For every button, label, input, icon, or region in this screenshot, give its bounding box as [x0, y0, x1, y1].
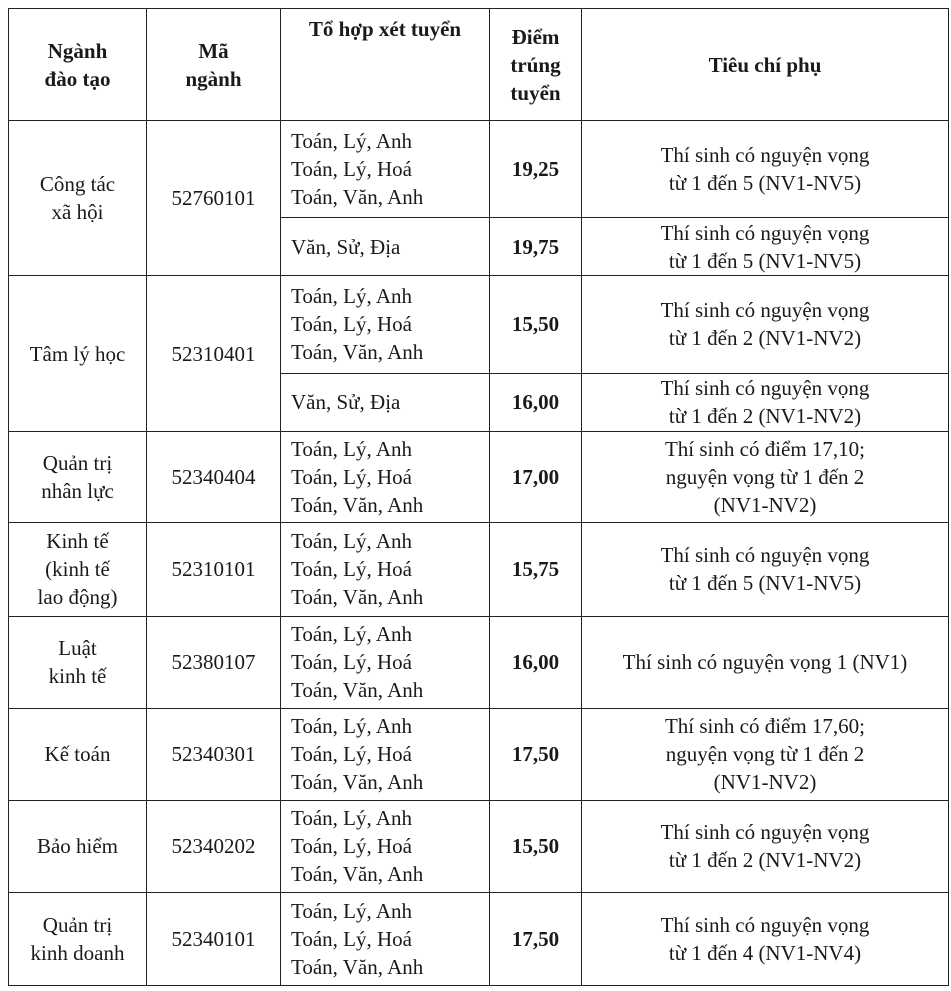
table-row [9, 276, 949, 373]
cell-diem: 16,00 [490, 373, 582, 431]
header-diem [490, 9, 582, 121]
tieuchi-line: Thí sinh có nguyện vọng [660, 912, 870, 937]
tieuchi-line: từ 1 đến 5 (NV1-NV5) [668, 171, 862, 196]
header-diem-line: Điểm [511, 24, 560, 49]
tohop-line: Toán, Văn, Anh [291, 954, 424, 979]
cell-diem: 17,50 [490, 892, 582, 985]
cell-ma-nganh: 52340101 [147, 892, 281, 985]
tieuchi-line: Thí sinh có nguyện vọng 1 (NV1) [622, 650, 908, 675]
tohop-line: Toán, Văn, Anh [291, 492, 424, 517]
tieuchi-line: (NV1-NV2) [713, 492, 817, 517]
tohop-line: Toán, Lý, Anh [291, 806, 413, 831]
cell-diem: 19,25 [490, 121, 582, 218]
cell-tieuchi [582, 121, 949, 218]
nganh-line: Luật [58, 636, 97, 661]
cell-nganh [9, 708, 147, 800]
tieuchi-line: Thí sinh có nguyện vọng [660, 543, 870, 568]
cell-ma-nganh: 52310401 [147, 276, 281, 431]
tieuchi-line: từ 1 đến 2 (NV1-NV2) [668, 404, 862, 429]
tohop-line: Toán, Lý, Anh [291, 284, 413, 309]
tohop-line: Toán, Lý, Anh [291, 622, 413, 647]
tieuchi-line: Thí sinh có nguyện vọng [660, 143, 870, 168]
cell-ma-nganh: 52340202 [147, 800, 281, 892]
tieuchi-line: từ 1 đến 4 (NV1-NV4) [668, 940, 862, 965]
nganh-line: xã hội [51, 200, 104, 225]
cell-diem: 16,00 [490, 616, 582, 708]
tieuchi-line: nguyện vọng từ 1 đến 2 [665, 742, 865, 767]
tohop-line: Toán, Lý, Anh [291, 714, 413, 739]
tieuchi-line: từ 1 đến 5 (NV1-NV5) [668, 248, 862, 273]
tohop-line: Toán, Văn, Anh [291, 678, 424, 703]
cell-tohop [281, 616, 490, 708]
nganh-line: lao động) [37, 585, 118, 610]
tohop-line: Toán, Văn, Anh [291, 862, 424, 887]
tieuchi-line: từ 1 đến 5 (NV1-NV5) [668, 571, 862, 596]
tohop-line: Toán, Lý, Hoá [291, 557, 412, 582]
nganh-line: nhân lực [41, 478, 114, 503]
cell-tieuchi [582, 892, 949, 985]
table-row [9, 616, 949, 708]
admission-score-table [8, 8, 949, 986]
table-row [9, 431, 949, 522]
cell-ma-nganh: 52340301 [147, 708, 281, 800]
table-row [9, 708, 949, 800]
cell-diem: 15,75 [490, 522, 582, 616]
tohop-line: Toán, Lý, Anh [291, 129, 413, 154]
tohop-line: Toán, Văn, Anh [291, 340, 424, 365]
nganh-line: Quản trị [42, 912, 113, 937]
nganh-line: Kinh tế [46, 529, 109, 554]
cell-nganh [9, 522, 147, 616]
cell-ma-nganh: 52310101 [147, 522, 281, 616]
header-nganh [9, 9, 147, 121]
tohop-line: Toán, Văn, Anh [291, 585, 424, 610]
tohop-line: Toán, Lý, Hoá [291, 742, 412, 767]
cell-diem: 17,50 [490, 708, 582, 800]
tieuchi-line: Thí sinh có điểm 17,60; [664, 714, 866, 739]
cell-tieuchi [582, 800, 949, 892]
cell-nganh [9, 616, 147, 708]
nganh-line: Quản trị [42, 450, 113, 475]
cell-tieuchi [582, 218, 949, 276]
header-diem-line: tuyển [510, 80, 561, 105]
nganh-line: Kế toán [44, 742, 111, 767]
header-row [9, 9, 949, 121]
cell-nganh [9, 276, 147, 431]
tohop-line: Văn, Sử, Địa [291, 390, 401, 415]
header-ma-line: Mã [198, 38, 229, 63]
cell-tohop [281, 522, 490, 616]
cell-tohop [281, 121, 490, 218]
tohop-line: Toán, Lý, Hoá [291, 650, 412, 675]
cell-tohop [281, 373, 490, 431]
tieuchi-line: từ 1 đến 2 (NV1-NV2) [668, 326, 862, 351]
header-ma-line: ngành [185, 66, 242, 91]
table-body [9, 121, 949, 986]
table-row [9, 892, 949, 985]
cell-ma-nganh: 52340404 [147, 431, 281, 522]
tieuchi-line: từ 1 đến 2 (NV1-NV2) [668, 848, 862, 873]
header-ma [147, 9, 281, 121]
tieuchi-line: Thí sinh có nguyện vọng [660, 820, 870, 845]
header-tohop [281, 9, 490, 121]
table-row [9, 121, 949, 218]
header-nganh-line: đào tạo [44, 66, 111, 91]
header-tieuchi [582, 9, 949, 121]
table-row [9, 800, 949, 892]
cell-tieuchi [582, 276, 949, 373]
tohop-line: Toán, Lý, Hoá [291, 157, 412, 182]
tohop-line: Toán, Lý, Anh [291, 898, 413, 923]
cell-nganh [9, 431, 147, 522]
tieuchi-line: (NV1-NV2) [713, 770, 817, 795]
tohop-line: Toán, Lý, Hoá [291, 464, 412, 489]
header-tohop-text: Tổ hợp xét tuyển [308, 17, 462, 41]
nganh-line: Bảo hiểm [36, 834, 119, 859]
nganh-line: (kinh tế [45, 557, 110, 582]
tohop-line: Toán, Lý, Hoá [291, 926, 412, 951]
cell-ma-nganh: 52380107 [147, 616, 281, 708]
cell-nganh [9, 800, 147, 892]
cell-diem: 19,75 [490, 218, 582, 276]
cell-diem: 15,50 [490, 276, 582, 373]
tohop-line: Toán, Lý, Anh [291, 436, 413, 461]
header-diem-line: trúng [510, 52, 561, 77]
cell-nganh [9, 121, 147, 276]
cell-diem: 17,00 [490, 431, 582, 522]
tohop-line: Toán, Lý, Hoá [291, 312, 412, 337]
header-nganh-line: Ngành [47, 38, 108, 63]
cell-tohop [281, 892, 490, 985]
cell-tieuchi [582, 708, 949, 800]
cell-tohop [281, 800, 490, 892]
cell-tieuchi [582, 431, 949, 522]
tohop-line: Toán, Văn, Anh [291, 770, 424, 795]
cell-tohop [281, 218, 490, 276]
tieuchi-line: Thí sinh có nguyện vọng [660, 376, 870, 401]
cell-tohop [281, 276, 490, 373]
cell-ma-nganh: 52760101 [147, 121, 281, 276]
cell-tieuchi [582, 522, 949, 616]
tohop-line: Văn, Sử, Địa [291, 234, 401, 259]
cell-tohop [281, 708, 490, 800]
cell-nganh [9, 892, 147, 985]
tieuchi-line: Thí sinh có nguyện vọng [660, 220, 870, 245]
nganh-line: Tâm lý học [29, 341, 126, 366]
nganh-line: Công tác [39, 172, 116, 197]
cell-tieuchi [582, 373, 949, 431]
cell-diem: 15,50 [490, 800, 582, 892]
tieuchi-line: Thí sinh có điểm 17,10; [664, 436, 866, 461]
nganh-line: kinh tế [48, 664, 107, 689]
nganh-line: kinh doanh [30, 940, 125, 965]
tohop-line: Toán, Lý, Hoá [291, 834, 412, 859]
tieuchi-line: Thí sinh có nguyện vọng [660, 298, 870, 323]
table-row [9, 522, 949, 616]
cell-tieuchi [582, 616, 949, 708]
tieuchi-line: nguyện vọng từ 1 đến 2 [665, 464, 865, 489]
cell-tohop [281, 431, 490, 522]
tohop-line: Toán, Lý, Anh [291, 529, 413, 554]
tohop-line: Toán, Văn, Anh [291, 185, 424, 210]
header-tieuchi-text: Tiêu chí phụ [708, 52, 822, 77]
